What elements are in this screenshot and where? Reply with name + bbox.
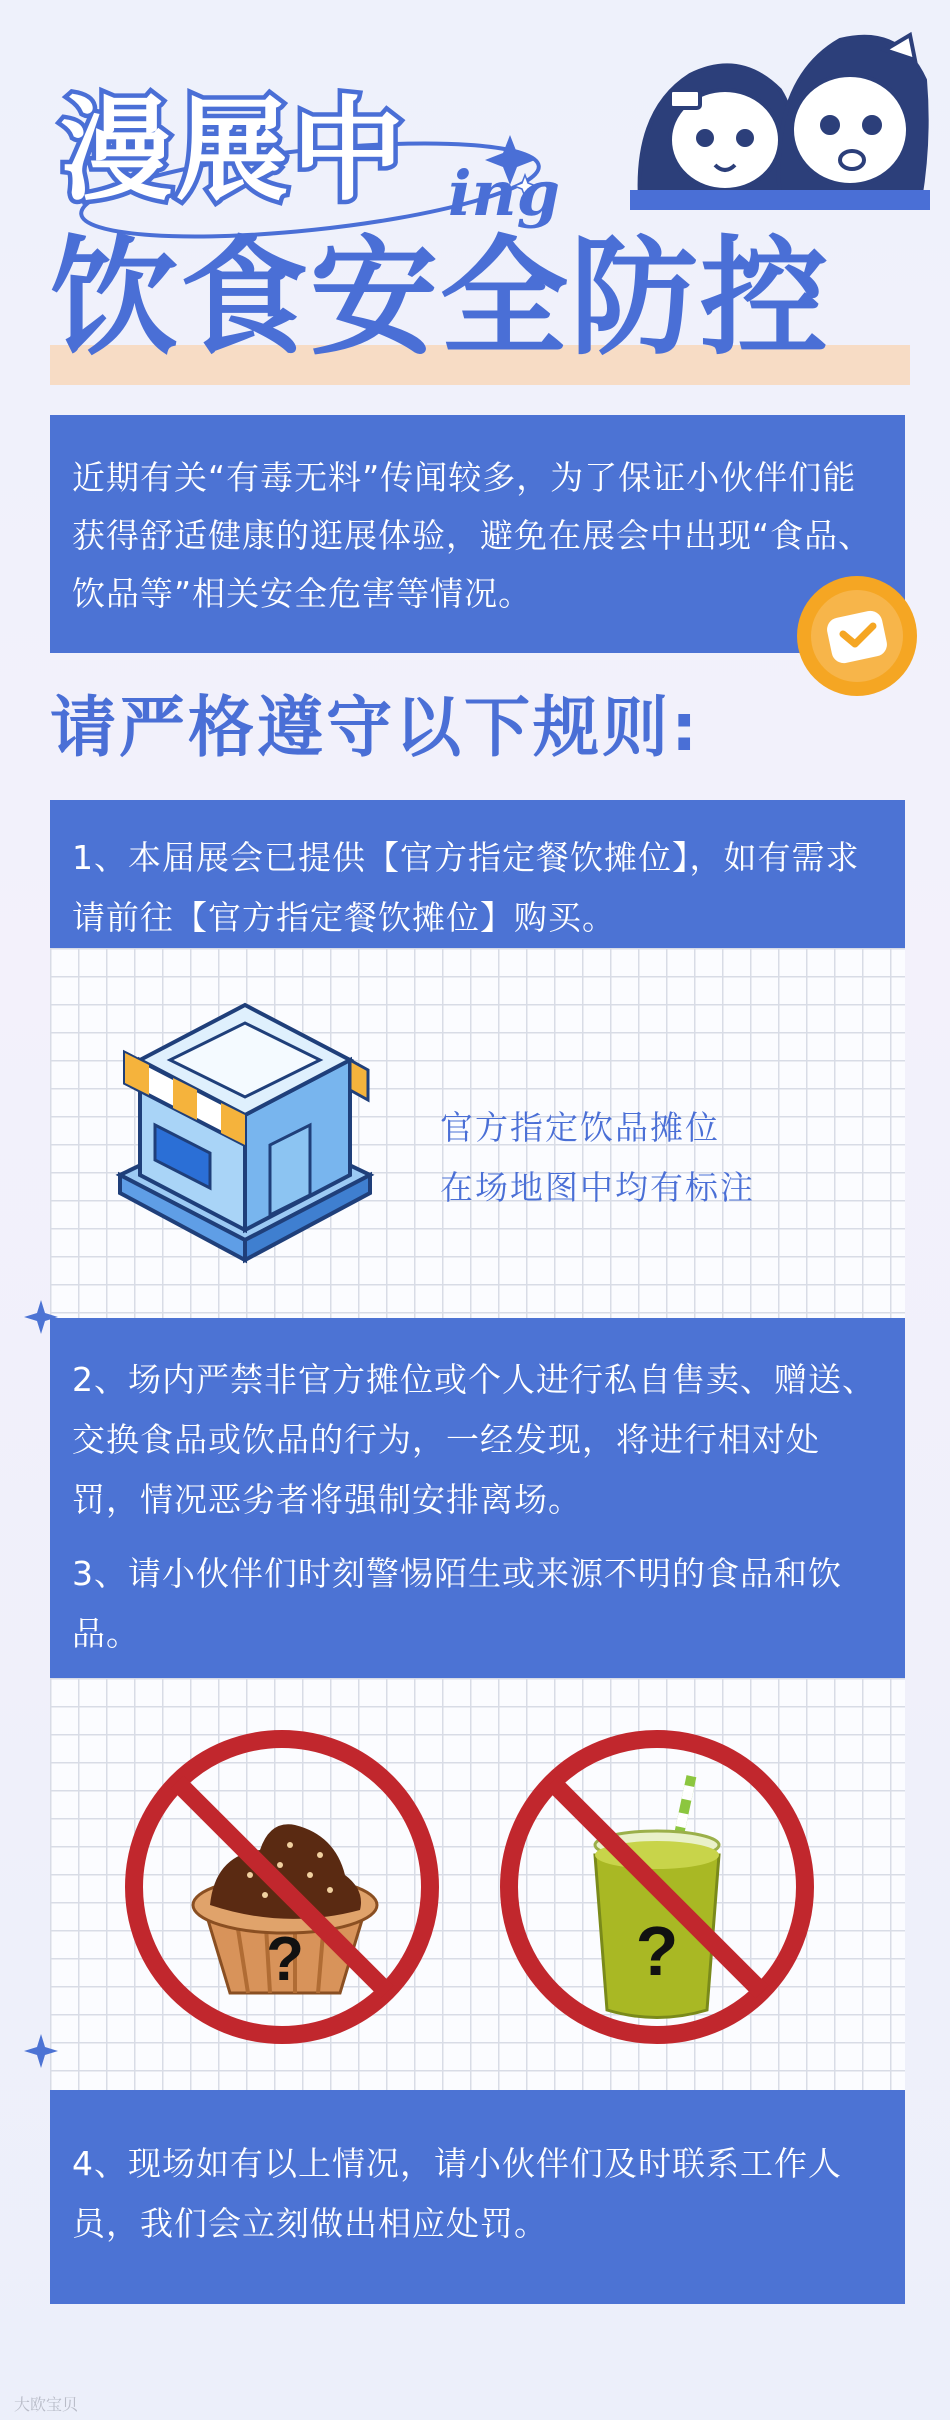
- sparkle-icon: [24, 2034, 58, 2068]
- no-unknown-food-icon: [120, 1725, 445, 2050]
- check-badge-icon: [795, 574, 919, 698]
- title-line1: 漫展中: [60, 86, 408, 216]
- food-stall-icon: [110, 975, 380, 1275]
- rule4-panel: 4、现场如有以上情况，请小伙伴们及时联系工作人员，我们会立刻做出相应处罚。: [50, 2090, 905, 2304]
- svg-text:?: ?: [266, 1925, 304, 1994]
- rules-heading: 请严格遵守以下规则:: [50, 689, 701, 766]
- rule1-panel: 1、本届展会已提供【官方指定餐饮摊位】，如有需求请前往【官方指定餐饮摊位】购买。: [50, 800, 905, 948]
- watermark: 大欧宝贝: [14, 2395, 79, 2414]
- no-unknown-drink-icon: [495, 1725, 820, 2050]
- title-line2: 饮食安全防控: [50, 224, 831, 373]
- stall-caption: [440, 1098, 755, 1218]
- stall-caption-line2: 在场地图中均有标注: [440, 1168, 755, 1207]
- svg-text:?: ?: [635, 1912, 679, 1990]
- rule2-text: 2、场内严禁非官方摊位或个人进行私自售卖、赠送、交换食品或饮品的行为，一经发现，将进行相对处罚，情况恶劣者将强制安排离场。: [72, 1360, 876, 1519]
- rule3-text: 3、请小伙伴们时刻警惕陌生或来源不明的食品和饮品。: [72, 1554, 842, 1653]
- title-suffix: ing: [448, 157, 560, 230]
- stall-caption-line1: 官方指定饮品摊位: [440, 1108, 720, 1147]
- intro-panel: 近期有关“有毒无料”传闻较多，为了保证小伙伴们能获得舒适健康的逛展体验，避免在展会中出现“食品、饮品等”相关安全危害等情况。: [50, 415, 905, 653]
- anime-characters-illustration: [630, 20, 930, 210]
- rules-2-3-panel: [50, 1318, 905, 1678]
